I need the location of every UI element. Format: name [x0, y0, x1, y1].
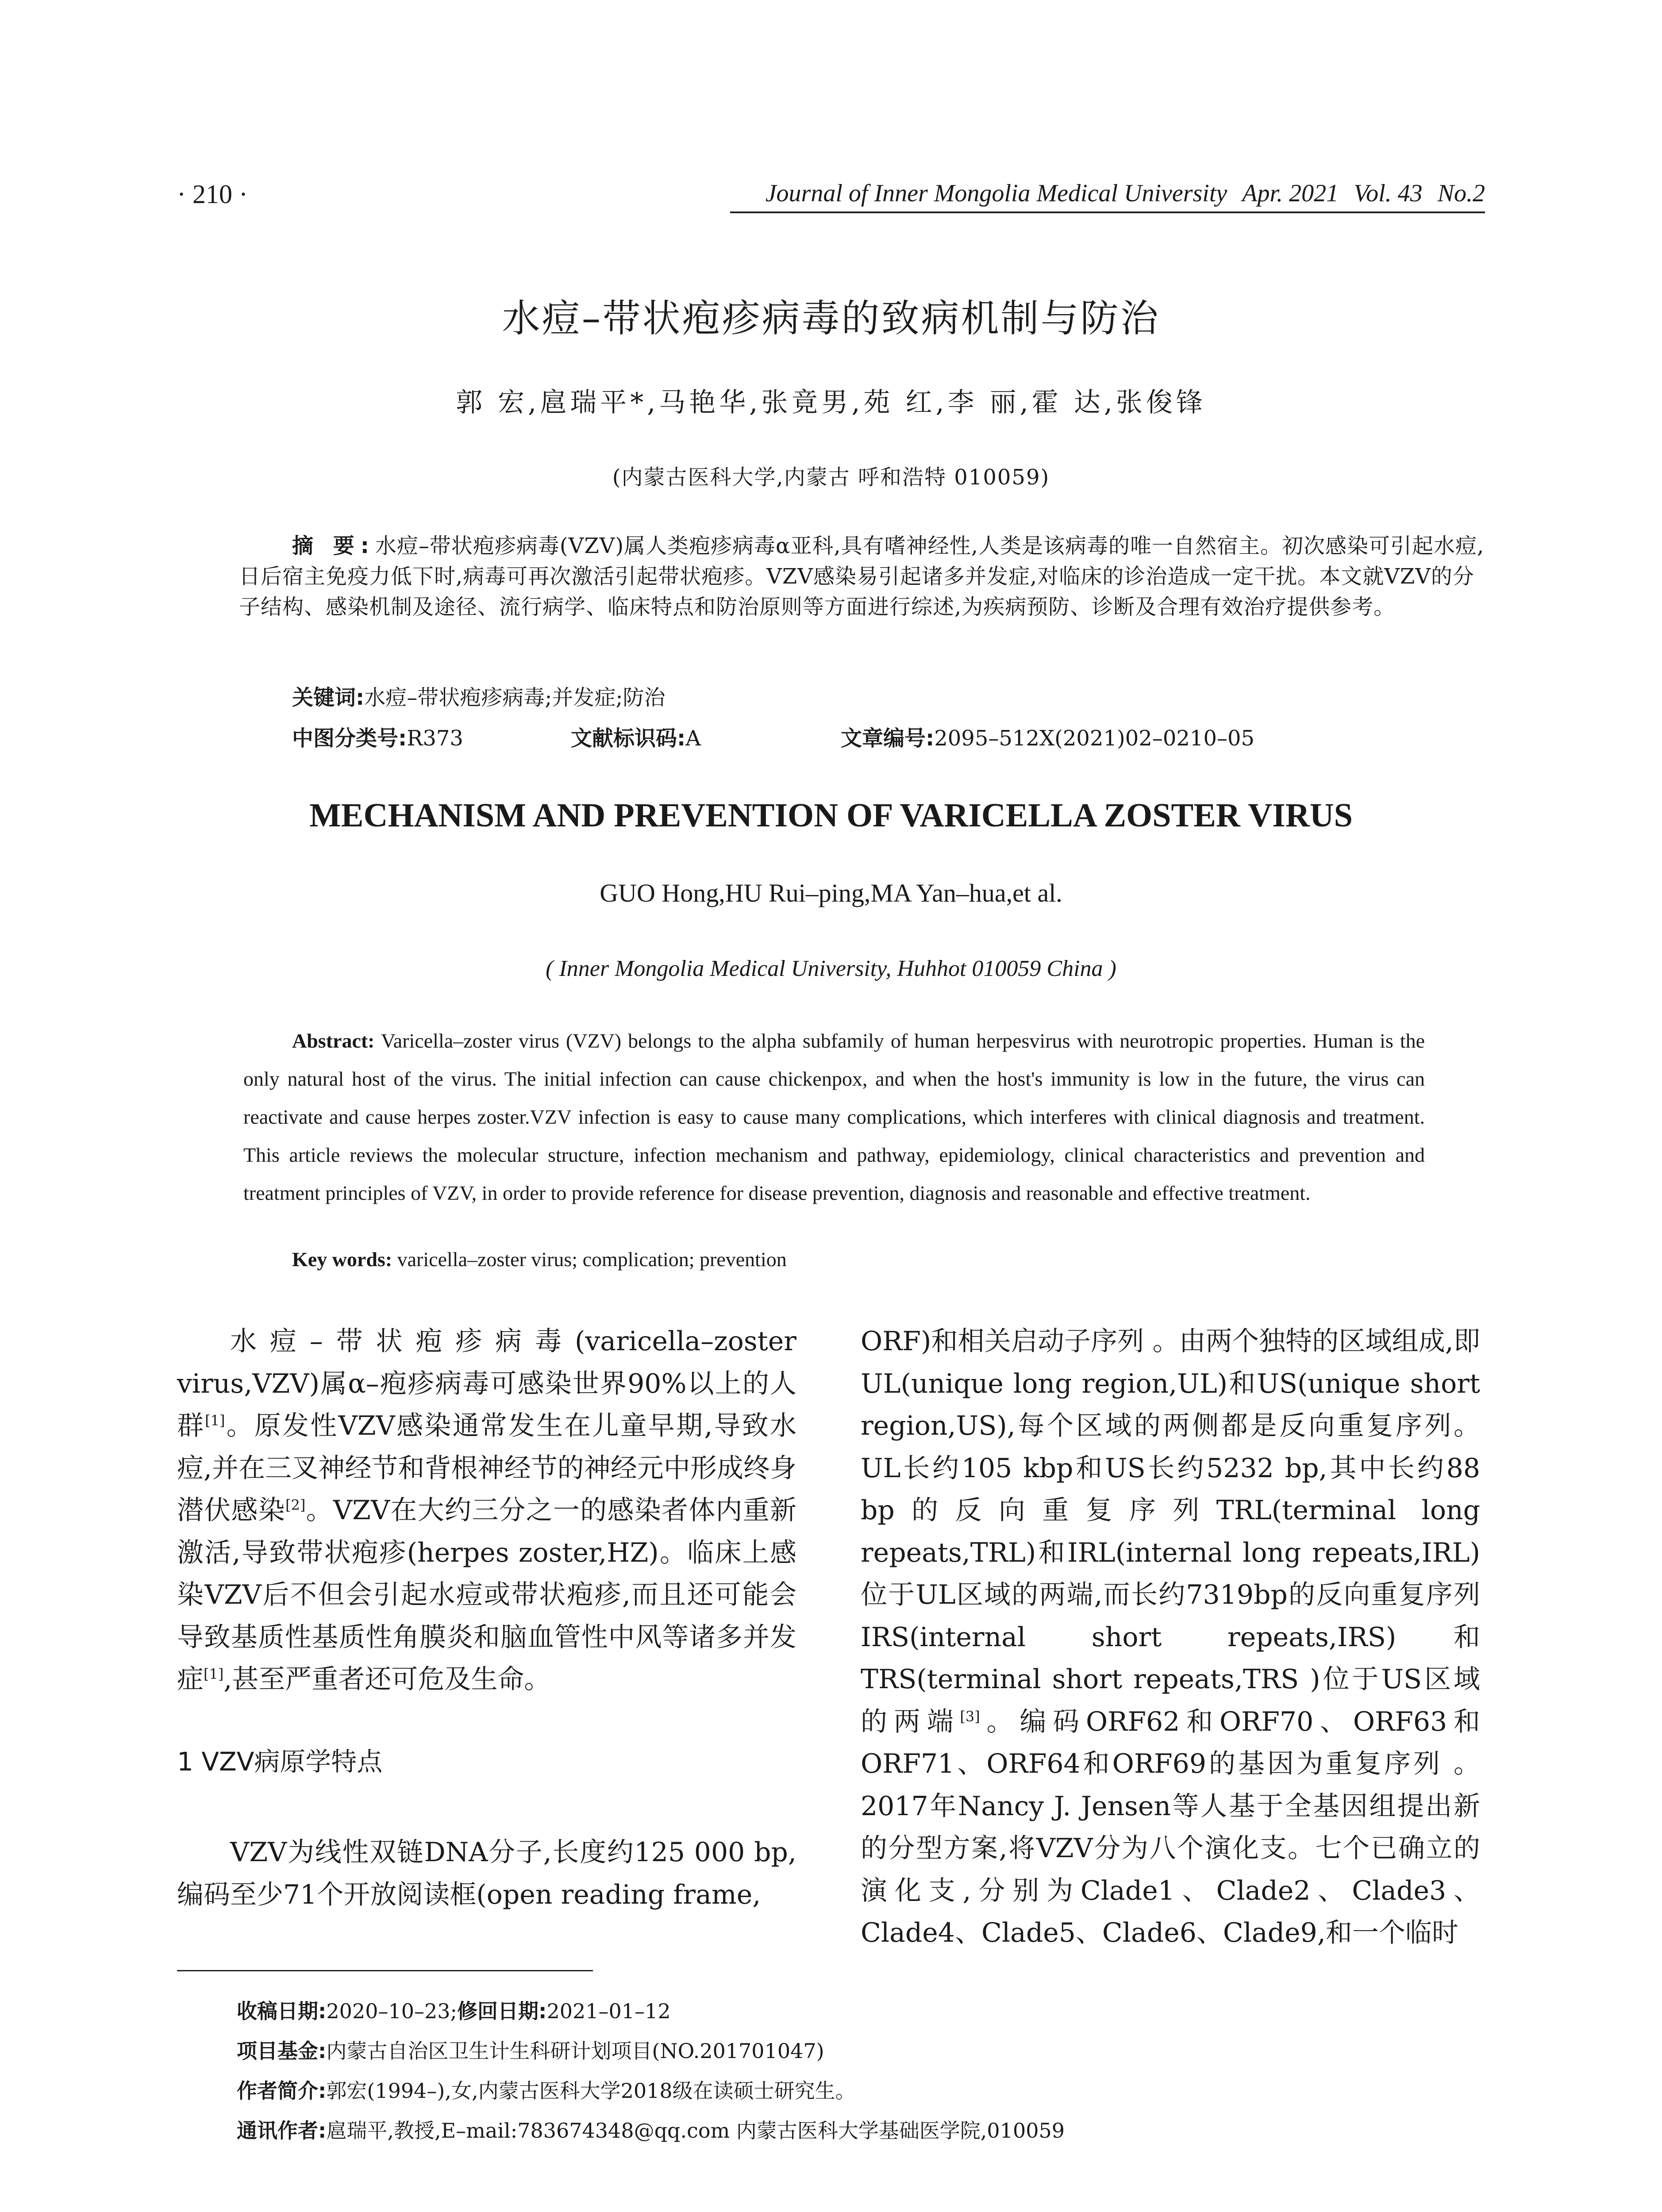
- keywords-zh-label: 关键词:: [292, 685, 365, 710]
- volume: Vol. 43: [1354, 180, 1423, 207]
- corresponding-text: 扈瑞平,教授,E–mail:783674348@qq.com 内蒙古医科大学基础医学院,010059: [326, 2119, 1065, 2143]
- citation-3: [1]: [204, 1666, 224, 1682]
- abstract-zh-label: 摘 要:: [292, 534, 375, 558]
- citation-1: [1]: [205, 1412, 225, 1429]
- article-title-en: MECHANISM AND PREVENTION OF VARICELLA ZOSTER VIRUS: [309, 797, 1353, 834]
- footnote-fund: [237, 2035, 824, 2064]
- section1-paragraph-left: VZV为线性双链DNA分子,长度约125 000 bp,编码至少71个开放阅读框(open reading frame,: [177, 1837, 796, 1910]
- article-number: [841, 721, 1254, 752]
- article-value: 2095–512X(2021)02–0210–05: [934, 726, 1255, 751]
- intro-text-4: ,甚至严重者还可危及生命。: [223, 1664, 551, 1695]
- citation-4: [3]: [960, 1708, 980, 1725]
- clc-value: R373: [407, 726, 463, 751]
- intro-paragraph: [177, 1321, 796, 1701]
- author-bio-label: 作者简介:: [237, 2079, 327, 2103]
- abstract-zh-text: 水痘–带状疱疹病毒(VZV)属人类疱疹病毒α亚科,具有嗜神经性,人类是该病毒的唯一自然宿主。初次感染可引起水痘,日后宿主免疫力低下时,病毒可再次激活引起带状疱疹。VZV感染易引起诸多并发症,对临床的诊治造成一定干扰。本文就VZV的分子结构、感染机制及途径、流行病学、临床特点和防治原则等方面进行综述,为疾病预防、诊断及合理有效治疗提供参考。: [239, 534, 1485, 619]
- section1-right-text-2: 。编码ORF62和ORF70、ORF63和ORF71、ORF64和ORF69的基因为重复序列 。2017年Nancy J. Jensen等人基于全基因组提出新的分型方案,将VZV分为八个演化支。七个已确立的演化支,分别为Clade1、Clade2、Clade3、Clade4、Clade5、Clade6、Clade9,和一个临时: [861, 1706, 1481, 1948]
- abstract-zh: [239, 531, 1487, 622]
- intro-text-1: 水痘–带状疱疹病毒(varicella–zoster virus,VZV)属α–疱疹病毒可感染世界90%以上的人群: [177, 1326, 796, 1441]
- journal-header: [766, 179, 1485, 207]
- revised-date: 2021–01–12: [546, 1999, 671, 2023]
- issue-number: No.2: [1437, 180, 1485, 207]
- received-label: 收稿日期:: [237, 1999, 327, 2023]
- page-number: · 210 ·: [177, 180, 248, 209]
- footnote-dates: [237, 1995, 671, 2024]
- fund-label: 项目基金:: [237, 2039, 327, 2063]
- abstract-en: [243, 1022, 1425, 1212]
- revised-label: 修回日期:: [457, 1999, 547, 2023]
- section1-paragraph-right: [861, 1321, 1480, 1955]
- intro-text-3: 。VZV在大约三分之一的感染者体内重新激活,导致带状疱疹(herpes zoster,HZ)。临床上感染VZV后不但会引起水痘或带状疱疹,而且还可能会导致基质性基质性角膜炎和脑血管性中风等诸多并发症: [177, 1495, 796, 1695]
- author-bio-text: 郭宏(1994–),女,内蒙古医科大学2018级在读硕士研究生。: [326, 2079, 856, 2103]
- abstract-en-text: Varicella–zoster virus (VZV) belongs to the alpha subfamily of human herpesvirus with neurotropic properties. Human is the only natural host of the virus. The initial infection can cause chickenpox, and when the host's immunity is low in the future, the virus can reactivate and cause herpes zoster.VZV infection is easy to cause many complications, which interferes with clinical diagnosis and treatment. This article reviews the molecular structure, infection mechanism and pathway, epidemiology, clinical characteristics and prevention and treatment principles of VZV, in order to provide reference for disease prevention, diagnosis and reasonable and effective treatment.: [243, 1029, 1425, 1204]
- article-label: 文章编号:: [841, 726, 935, 751]
- corresponding-label: 通讯作者:: [237, 2119, 327, 2143]
- header-rule: [730, 211, 1485, 213]
- footnote-rule: [177, 1970, 593, 1971]
- journal-name: Journal of Inner Mongolia Medical University: [765, 180, 1227, 207]
- fund-text: 内蒙古自治区卫生计生科研计划项目(NO.201701047): [326, 2039, 824, 2063]
- section-heading: 1 VZV病原学特点: [177, 1747, 383, 1777]
- issue-date: Apr. 2021: [1242, 180, 1339, 207]
- keywords-en-label: Key words:: [292, 1248, 392, 1271]
- footnote-author: [237, 2075, 856, 2104]
- article-title-zh: 水痘–带状疱疹病毒的致病机制与防治: [502, 296, 1160, 341]
- affiliation-zh: (内蒙古医科大学,内蒙古 呼和浩特 010059): [612, 465, 1050, 490]
- affiliation-en: ( Inner Mongolia Medical University, Huhhot 010059 China ): [546, 956, 1116, 981]
- doc-value: A: [685, 726, 701, 751]
- clc-label: 中图分类号:: [292, 726, 407, 751]
- authors-en: GUO Hong,HU Rui–ping,MA Yan–hua,et al.: [600, 879, 1062, 907]
- document-code: [571, 721, 701, 752]
- keywords-zh: [292, 680, 666, 711]
- keywords-en-text: varicella–zoster virus; complication; prevention: [397, 1248, 787, 1271]
- keywords-zh-text: 水痘–带状疱疹病毒;并发症;防治: [364, 685, 666, 710]
- citation-2: [2]: [285, 1497, 306, 1513]
- received-date: 2020–10–23;: [326, 1999, 458, 2023]
- footnote-corresponding: [237, 2115, 1065, 2144]
- doc-label: 文献标识码:: [571, 726, 686, 751]
- section1-right-text-1: ORF)和相关启动子序列 。由两个独特的区域组成,即UL(unique long region,UL)和US(unique short region,US),每个区域的两侧都是反向重复序列。UL长约105 kbp和US长约5232 bp,其中长约88 bp的反向重复序列TRL(terminal long repeats,TRL)和IRL(internal long repeats,IRL)位于UL区域的两端,而长约7319bp的反向重复序列IRS(internal short repeats,IRS)和TRS(terminal short repeats,TRS )位于US区域的两端: [861, 1326, 1480, 1737]
- authors-zh: 郭 宏,扈瑞平*,马艳华,张竟男,苑 红,李 丽,霍 达,张俊锋: [456, 387, 1206, 418]
- intro-text-2: 。原发性VZV感染通常发生在儿童早期,导致水痘,并在三叉神经节和背根神经节的神经元中形成终身潜伏感染: [177, 1410, 796, 1526]
- abstract-en-label: Abstract:: [292, 1029, 375, 1052]
- clc-number: [292, 721, 463, 752]
- keywords-en: [292, 1248, 787, 1271]
